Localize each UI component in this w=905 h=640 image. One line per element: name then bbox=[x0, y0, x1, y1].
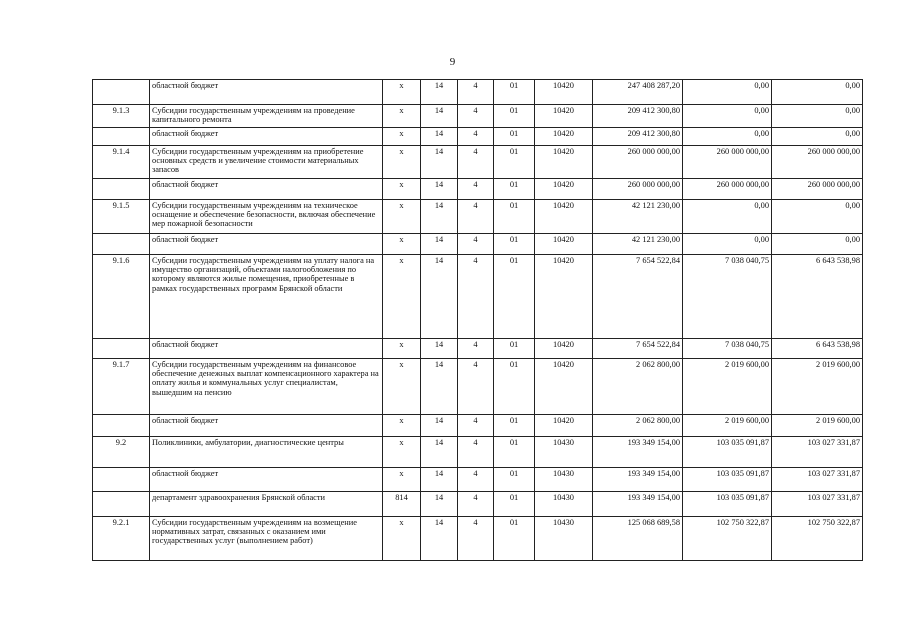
article-code: 10420 bbox=[535, 105, 593, 128]
admin-code: x bbox=[383, 517, 421, 561]
amount-year-2: 260 000 000,00 bbox=[683, 146, 772, 179]
amount-year-1: 193 349 154,00 bbox=[593, 437, 683, 468]
table-row bbox=[93, 80, 863, 105]
section-code: 14 bbox=[421, 437, 458, 468]
page-number: 9 bbox=[449, 56, 456, 68]
admin-code: x bbox=[383, 437, 421, 468]
article-code: 10420 bbox=[535, 234, 593, 255]
row-number: 9.2.1 bbox=[93, 517, 150, 561]
row-name: областной бюджет bbox=[150, 179, 383, 200]
amount-year-2: 103 035 091,87 bbox=[683, 492, 772, 517]
program-code: 01 bbox=[494, 146, 535, 179]
table-row bbox=[93, 415, 863, 437]
section-code: 14 bbox=[421, 415, 458, 437]
subsection-code: 4 bbox=[458, 128, 494, 146]
subsection-code: 4 bbox=[458, 339, 494, 359]
article-code: 10430 bbox=[535, 517, 593, 561]
program-code: 01 bbox=[494, 359, 535, 415]
row-name: областной бюджет bbox=[150, 339, 383, 359]
amount-year-3: 260 000 000,00 bbox=[772, 146, 863, 179]
amount-year-1: 247 408 287,20 bbox=[593, 80, 683, 105]
row-number: 9.1.4 bbox=[93, 146, 150, 179]
amount-year-2: 0,00 bbox=[683, 200, 772, 234]
article-code: 10430 bbox=[535, 437, 593, 468]
row-name: департамент здравоохранения Брянской области bbox=[150, 492, 383, 517]
amount-year-2: 7 038 040,75 bbox=[683, 339, 772, 359]
article-code: 10420 bbox=[535, 200, 593, 234]
amount-year-2: 7 038 040,75 bbox=[683, 255, 772, 339]
amount-year-3: 0,00 bbox=[772, 105, 863, 128]
section-code: 14 bbox=[421, 128, 458, 146]
article-code: 10420 bbox=[535, 146, 593, 179]
subsection-code: 4 bbox=[458, 234, 494, 255]
subsection-code: 4 bbox=[458, 200, 494, 234]
admin-code: x bbox=[383, 468, 421, 492]
amount-year-1: 193 349 154,00 bbox=[593, 492, 683, 517]
amount-year-2: 0,00 bbox=[683, 128, 772, 146]
amount-year-3: 102 750 322,87 bbox=[772, 517, 863, 561]
amount-year-3: 103 027 331,87 bbox=[772, 492, 863, 517]
amount-year-1: 2 062 800,00 bbox=[593, 359, 683, 415]
section-code: 14 bbox=[421, 80, 458, 105]
row-name: областной бюджет bbox=[150, 80, 383, 105]
amount-year-1: 7 654 522,84 bbox=[593, 255, 683, 339]
table-row bbox=[93, 492, 863, 517]
subsection-code: 4 bbox=[458, 517, 494, 561]
table-row bbox=[93, 437, 863, 468]
program-code: 01 bbox=[494, 492, 535, 517]
amount-year-1: 260 000 000,00 bbox=[593, 179, 683, 200]
program-code: 01 bbox=[494, 105, 535, 128]
section-code: 14 bbox=[421, 359, 458, 415]
admin-code: x bbox=[383, 105, 421, 128]
amount-year-1: 42 121 230,00 bbox=[593, 234, 683, 255]
article-code: 10420 bbox=[535, 339, 593, 359]
row-number bbox=[93, 468, 150, 492]
section-code: 14 bbox=[421, 179, 458, 200]
table-row bbox=[93, 105, 863, 128]
admin-code: x bbox=[383, 255, 421, 339]
admin-code: 814 bbox=[383, 492, 421, 517]
row-number bbox=[93, 415, 150, 437]
table-row bbox=[93, 359, 863, 415]
table-row bbox=[93, 234, 863, 255]
amount-year-2: 260 000 000,00 bbox=[683, 179, 772, 200]
amount-year-3: 2 019 600,00 bbox=[772, 359, 863, 415]
amount-year-3: 6 643 538,98 bbox=[772, 339, 863, 359]
row-number: 9.1.5 bbox=[93, 200, 150, 234]
amount-year-2: 0,00 bbox=[683, 80, 772, 105]
section-code: 14 bbox=[421, 105, 458, 128]
admin-code: x bbox=[383, 234, 421, 255]
row-number bbox=[93, 339, 150, 359]
article-code: 10420 bbox=[535, 255, 593, 339]
row-number: 9.1.7 bbox=[93, 359, 150, 415]
subsection-code: 4 bbox=[458, 80, 494, 105]
row-name: Субсидии государственным учреждениям на приобретение основных средств и увеличение стоимости материальных запасов bbox=[150, 146, 383, 179]
amount-year-3: 260 000 000,00 bbox=[772, 179, 863, 200]
table-row bbox=[93, 179, 863, 200]
program-code: 01 bbox=[494, 517, 535, 561]
amount-year-1: 42 121 230,00 bbox=[593, 200, 683, 234]
amount-year-1: 260 000 000,00 bbox=[593, 146, 683, 179]
amount-year-3: 103 027 331,87 bbox=[772, 468, 863, 492]
row-name: Поликлиники, амбулатории, диагностические центры bbox=[150, 437, 383, 468]
row-name: областной бюджет bbox=[150, 234, 383, 255]
article-code: 10420 bbox=[535, 415, 593, 437]
admin-code: x bbox=[383, 200, 421, 234]
budget-table bbox=[92, 79, 863, 561]
program-code: 01 bbox=[494, 339, 535, 359]
amount-year-1: 7 654 522,84 bbox=[593, 339, 683, 359]
amount-year-3: 103 027 331,87 bbox=[772, 437, 863, 468]
admin-code: x bbox=[383, 179, 421, 200]
amount-year-3: 0,00 bbox=[772, 128, 863, 146]
program-code: 01 bbox=[494, 80, 535, 105]
article-code: 10420 bbox=[535, 80, 593, 105]
program-code: 01 bbox=[494, 415, 535, 437]
row-name: областной бюджет bbox=[150, 468, 383, 492]
row-name: Субсидии государственным учреждениям на уплату налога на имущество организаций, объектами налогообложения по которому являются жилые помещения, приобретенные в рамках государственных программ Брянской области bbox=[150, 255, 383, 339]
article-code: 10430 bbox=[535, 468, 593, 492]
section-code: 14 bbox=[421, 517, 458, 561]
program-code: 01 bbox=[494, 179, 535, 200]
program-code: 01 bbox=[494, 234, 535, 255]
row-name: Субсидии государственным учреждениям на проведение капитального ремонта bbox=[150, 105, 383, 128]
amount-year-2: 103 035 091,87 bbox=[683, 468, 772, 492]
amount-year-1: 209 412 300,80 bbox=[593, 128, 683, 146]
row-name: Субсидии государственным учреждениям на финансовое обеспечение денежных выплат компенсационного характера на оплату жилья и коммунальных услуг специалистам, вышедшим на пенсию bbox=[150, 359, 383, 415]
program-code: 01 bbox=[494, 200, 535, 234]
subsection-code: 4 bbox=[458, 492, 494, 517]
amount-year-3: 0,00 bbox=[772, 200, 863, 234]
table-row bbox=[93, 200, 863, 234]
table-row bbox=[93, 128, 863, 146]
table-body bbox=[93, 80, 863, 561]
article-code: 10420 bbox=[535, 359, 593, 415]
subsection-code: 4 bbox=[458, 105, 494, 128]
amount-year-2: 0,00 bbox=[683, 105, 772, 128]
section-code: 14 bbox=[421, 200, 458, 234]
program-code: 01 bbox=[494, 437, 535, 468]
subsection-code: 4 bbox=[458, 179, 494, 200]
amount-year-3: 2 019 600,00 bbox=[772, 415, 863, 437]
amount-year-2: 102 750 322,87 bbox=[683, 517, 772, 561]
section-code: 14 bbox=[421, 492, 458, 517]
admin-code: x bbox=[383, 339, 421, 359]
table-row bbox=[93, 339, 863, 359]
admin-code: x bbox=[383, 359, 421, 415]
admin-code: x bbox=[383, 415, 421, 437]
row-name: областной бюджет bbox=[150, 128, 383, 146]
table-row bbox=[93, 468, 863, 492]
subsection-code: 4 bbox=[458, 359, 494, 415]
section-code: 14 bbox=[421, 146, 458, 179]
row-number bbox=[93, 234, 150, 255]
subsection-code: 4 bbox=[458, 437, 494, 468]
admin-code: x bbox=[383, 80, 421, 105]
amount-year-1: 2 062 800,00 bbox=[593, 415, 683, 437]
amount-year-1: 209 412 300,80 bbox=[593, 105, 683, 128]
row-number: 9.1.6 bbox=[93, 255, 150, 339]
subsection-code: 4 bbox=[458, 146, 494, 179]
program-code: 01 bbox=[494, 128, 535, 146]
admin-code: x bbox=[383, 146, 421, 179]
row-name: Субсидии государственным учреждениям на возмещение нормативных затрат, связанных с оказанием ими государственных услуг (выполнением работ) bbox=[150, 517, 383, 561]
subsection-code: 4 bbox=[458, 255, 494, 339]
subsection-code: 4 bbox=[458, 415, 494, 437]
article-code: 10420 bbox=[535, 179, 593, 200]
row-number bbox=[93, 179, 150, 200]
section-code: 14 bbox=[421, 255, 458, 339]
amount-year-3: 6 643 538,98 bbox=[772, 255, 863, 339]
section-code: 14 bbox=[421, 339, 458, 359]
amount-year-2: 0,00 bbox=[683, 234, 772, 255]
table-row bbox=[93, 517, 863, 561]
row-number bbox=[93, 492, 150, 517]
amount-year-1: 125 068 689,58 bbox=[593, 517, 683, 561]
row-number bbox=[93, 128, 150, 146]
section-code: 14 bbox=[421, 468, 458, 492]
amount-year-2: 2 019 600,00 bbox=[683, 415, 772, 437]
amount-year-1: 193 349 154,00 bbox=[593, 468, 683, 492]
article-code: 10420 bbox=[535, 128, 593, 146]
row-number bbox=[93, 80, 150, 105]
amount-year-3: 0,00 bbox=[772, 80, 863, 105]
subsection-code: 4 bbox=[458, 468, 494, 492]
amount-year-2: 103 035 091,87 bbox=[683, 437, 772, 468]
program-code: 01 bbox=[494, 255, 535, 339]
admin-code: x bbox=[383, 128, 421, 146]
row-number: 9.1.3 bbox=[93, 105, 150, 128]
section-code: 14 bbox=[421, 234, 458, 255]
row-number: 9.2 bbox=[93, 437, 150, 468]
row-name: Субсидии государственным учреждениям на техническое оснащение и обеспечение безопасности, включая обеспечение мер пожарной безопасности bbox=[150, 200, 383, 234]
table-row bbox=[93, 255, 863, 339]
article-code: 10430 bbox=[535, 492, 593, 517]
row-name: областной бюджет bbox=[150, 415, 383, 437]
program-code: 01 bbox=[494, 468, 535, 492]
amount-year-3: 0,00 bbox=[772, 234, 863, 255]
table-row bbox=[93, 146, 863, 179]
amount-year-2: 2 019 600,00 bbox=[683, 359, 772, 415]
